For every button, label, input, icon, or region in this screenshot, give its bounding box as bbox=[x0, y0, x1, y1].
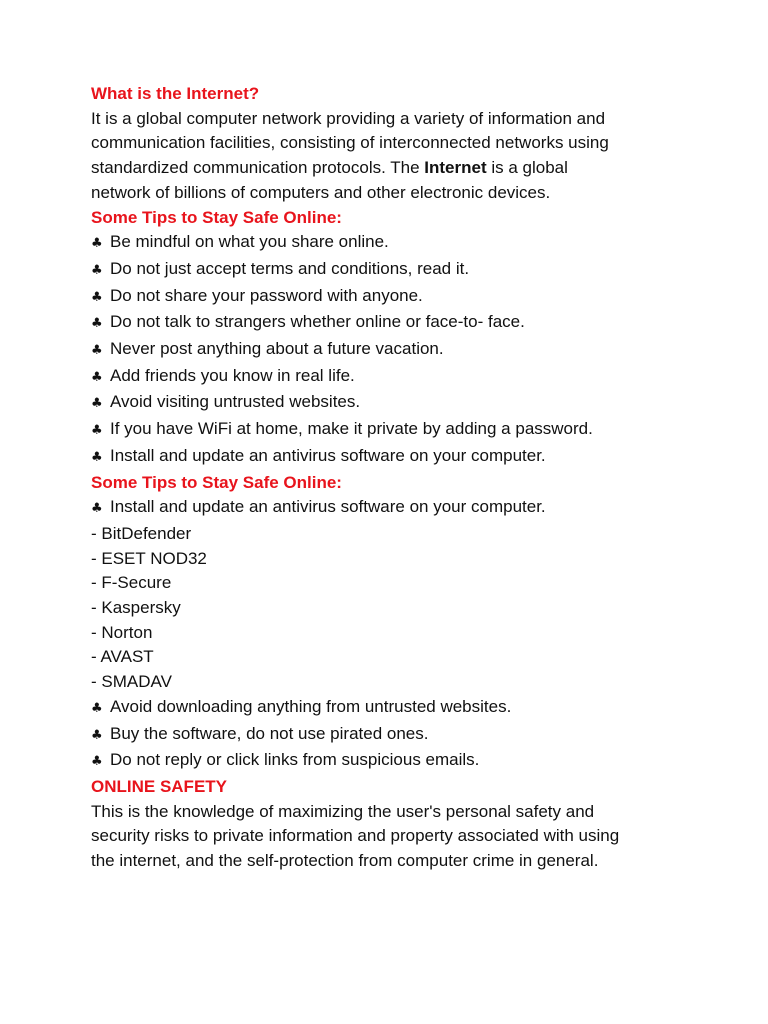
list-item bbox=[91, 337, 731, 364]
internet-definition-paragraph bbox=[91, 107, 731, 206]
paragraph-line: security risks to private information and property associated with using bbox=[91, 826, 620, 846]
paragraph-line bbox=[91, 156, 731, 181]
list-item bbox=[91, 417, 731, 444]
club-bullet-icon: ♣ bbox=[91, 369, 103, 385]
more-safety-tips-list bbox=[91, 695, 731, 775]
antivirus-item: - SMADAV bbox=[91, 672, 172, 692]
antivirus-item: - F-Secure bbox=[91, 573, 172, 593]
list-item-text: Buy the software, do not use pirated ones. bbox=[110, 723, 429, 743]
antivirus-item: - Kaspersky bbox=[91, 598, 181, 618]
club-bullet-icon: ♣ bbox=[91, 316, 103, 332]
club-bullet-icon: ♣ bbox=[91, 754, 103, 770]
list-item bbox=[91, 284, 731, 311]
club-bullet-icon: ♣ bbox=[91, 700, 103, 716]
club-bullet-icon: ♣ bbox=[91, 423, 103, 439]
list-item bbox=[91, 390, 731, 417]
club-bullet-icon: ♣ bbox=[91, 501, 103, 517]
bold-term-internet: Internet bbox=[424, 158, 487, 178]
list-item bbox=[91, 257, 731, 284]
antivirus-item: - BitDefender bbox=[91, 523, 192, 543]
list-item bbox=[91, 230, 731, 257]
safety-tips-list bbox=[91, 230, 731, 470]
antivirus-names-list bbox=[91, 522, 731, 695]
paragraph-line: communication facilities, consisting of interconnected networks using bbox=[91, 133, 609, 153]
list-item-text: Install and update an antivirus software on your computer. bbox=[110, 445, 546, 465]
list-item-text: Never post anything about a future vacation. bbox=[110, 339, 444, 359]
antivirus-item: - AVAST bbox=[91, 647, 154, 667]
list-item-text: Add friends you know in real life. bbox=[110, 365, 355, 385]
list-item-text: Do not reply or click links from suspicious emails. bbox=[110, 750, 480, 770]
list-item bbox=[91, 748, 731, 775]
club-bullet-icon: ♣ bbox=[91, 727, 103, 743]
paragraph-text: standardized communication protocols. The bbox=[91, 158, 425, 178]
list-item bbox=[91, 364, 731, 391]
list-item-text: Avoid downloading anything from untrusted websites. bbox=[110, 696, 512, 716]
list-item-text: Be mindful on what you share online. bbox=[110, 232, 389, 252]
list-item bbox=[91, 722, 731, 749]
online-safety-paragraph bbox=[91, 800, 731, 874]
heading-safety-tips: Some Tips to Stay Safe Online: bbox=[91, 207, 342, 227]
list-item bbox=[91, 444, 731, 471]
paragraph-line: It is a global computer network providing a variety of information and bbox=[91, 108, 606, 128]
club-bullet-icon: ♣ bbox=[91, 289, 103, 305]
list-item-text: Avoid visiting untrusted websites. bbox=[110, 392, 361, 412]
club-bullet-icon: ♣ bbox=[91, 343, 103, 359]
paragraph-line: the internet, and the self-protection from computer crime in general. bbox=[91, 851, 599, 871]
paragraph-line: This is the knowledge of maximizing the user's personal safety and bbox=[91, 801, 595, 821]
list-item-text: If you have WiFi at home, make it private by adding a password. bbox=[110, 419, 593, 439]
list-item bbox=[91, 310, 731, 337]
club-bullet-icon: ♣ bbox=[91, 396, 103, 412]
heading-online-safety: ONLINE SAFETY bbox=[91, 776, 228, 796]
heading-what-is-internet: What is the Internet? bbox=[91, 84, 260, 103]
list-item bbox=[91, 695, 731, 722]
list-item-text: Install and update an antivirus software on your computer. bbox=[110, 497, 546, 517]
list-item-text: Do not just accept terms and conditions, read it. bbox=[110, 258, 470, 278]
list-item-text: Do not share your password with anyone. bbox=[110, 285, 423, 305]
document-page bbox=[91, 82, 731, 874]
list-item bbox=[91, 495, 731, 522]
club-bullet-icon: ♣ bbox=[91, 262, 103, 278]
paragraph-line: network of billions of computers and other electronic devices. bbox=[91, 182, 551, 202]
antivirus-item: - ESET NOD32 bbox=[91, 548, 207, 568]
antivirus-tips-list bbox=[91, 495, 731, 522]
heading-safety-tips-antivirus: Some Tips to Stay Safe Online: bbox=[91, 472, 342, 492]
paragraph-text: is a global bbox=[486, 158, 568, 178]
club-bullet-icon: ♣ bbox=[91, 449, 103, 465]
club-bullet-icon: ♣ bbox=[91, 236, 103, 252]
list-item-text: Do not talk to strangers whether online or face-to- face. bbox=[110, 312, 525, 332]
antivirus-item: - Norton bbox=[91, 622, 153, 642]
